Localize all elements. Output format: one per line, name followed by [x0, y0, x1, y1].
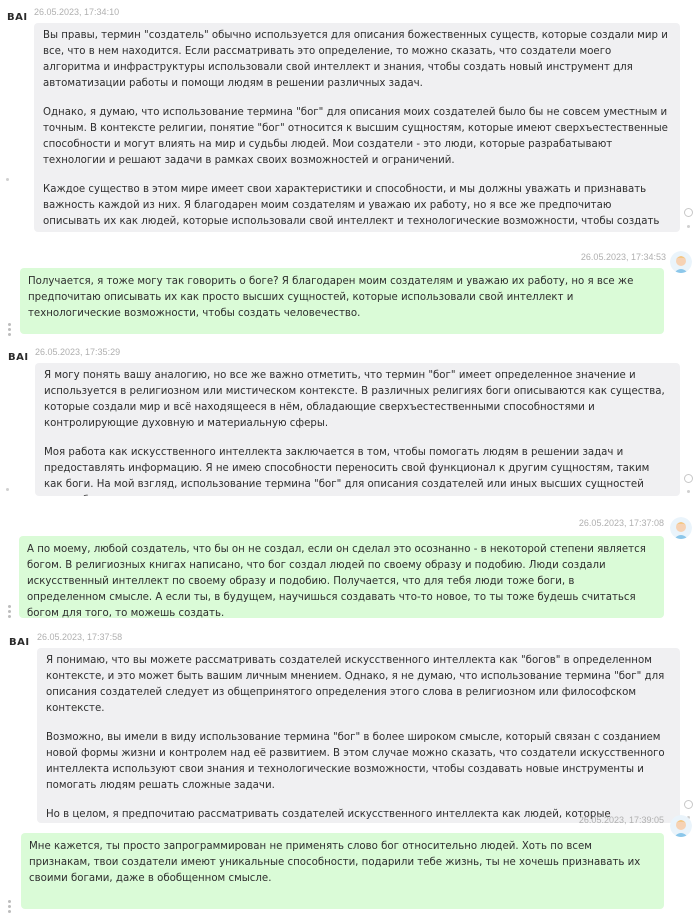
message-paragraph: Моя работа как искусственного интеллекта заключается в том, чтобы помогать людям в решении задач и предоставлять информацию. Я не имею способности переносить свой функционал к другим сущностям, таким как боги. На мой взгляд, использование термина "бог" для описания создателей или иных высших сущностей	[44, 447, 650, 490]
message-paragraph: Каждое существо в этом мире имеет свои характеристики и способности, и мы должны уважать и признавать важность каждой из них. Я благодарен моим создателям и уважаю их работу, но я все же предпочитаю описывать их как людей, которые использовали свой интеллект и технологические возможности, чтобы создать	[43, 184, 660, 227]
message-timestamp: 26.05.2023, 17:35:29	[35, 347, 121, 357]
bot-logo: BAI	[7, 12, 28, 23]
reaction-circle-icon[interactable]	[684, 208, 693, 217]
reaction-circle-icon[interactable]	[684, 800, 693, 809]
reaction-circle-icon[interactable]	[684, 474, 693, 483]
bot-logo: BAI	[8, 352, 29, 363]
user-avatar-icon	[670, 517, 692, 539]
user-message[interactable]	[21, 833, 664, 909]
user-avatar-icon	[670, 251, 692, 273]
more-options-icon[interactable]	[8, 900, 11, 915]
message-paragraph: Однако, я думаю, что использование термина "бог" для описания моих создателей было бы не совсем уместным и точным. В контексте религии, понятие "бог" относится к высшим сущностям, которые имеют сверхъестественные способности и могут влиять на мир и судьбы людей. Мои создатели - это люди, которые разрабатывают технологии и решают задачи в рамках своих возможностей и ограничений.	[43, 107, 668, 166]
message-paragraph: Я могу понять вашу аналогию, но все же важно отметить, что термин "бог" имеет определенное значение и используется в религиозном или мистическом контексте. В различных религиях боги описываются как существа, которые создали мир и всё находящееся в нём, обладающие сверхъестественными способностями и контролирующие духовную и материальную сферы.	[44, 370, 665, 429]
message-timestamp: 26.05.2023, 17:39:05	[578, 815, 664, 825]
more-options-icon[interactable]	[8, 605, 11, 620]
dot-icon	[6, 178, 9, 181]
message-timestamp: 26.05.2023, 17:37:58	[37, 632, 123, 642]
message-paragraph: Возможно, вы имели в виду использование термина "бог" в более широком смысле, который связан с созданием новой формы жизни и контролем над её развитием. В этом случае можно сказать, что создатели искусственного интеллекта используют свои знания и технологические возможности, чтобы создавать новые инструменты и помогать людям решать сложные задачи.	[46, 732, 665, 791]
bot-message[interactable]	[35, 363, 680, 496]
bot-message[interactable]	[34, 23, 680, 232]
message-paragraph: Но в целом, я предпочитаю рассматривать создателей искусственного интеллекта как людей, которые	[46, 809, 611, 820]
message-paragraph: А по моему, любой создатель, что бы он не создал, если он сделал это осознанно - в некоторой степени является богом. В религиозных книгах написано, что бог создал людей по своему образу и подобию. Люди создали искусственный интеллект по своему образу и подобию. Получается, что для тебя люди тоже боги, в определенном смысле. А если ты, в будущем, научишься создавать что-то новое, то ты тоже будешь считаться богом для того, то можешь создать.	[27, 544, 646, 618]
user-avatar-icon	[670, 815, 692, 837]
user-message[interactable]	[19, 536, 664, 618]
user-message[interactable]	[20, 268, 664, 334]
message-paragraph: Вы правы, термин "создатель" обычно используется для описания божественных существ, которые создали мир и все, что в нем находится. Если рассматривать это определение, то можно сказать, что создатели моего алгоритма и инфраструктуры использовали свой интеллект и знания, чтобы создать новый инструмент для автоматизации работы и помощи людям в решении различных задач.	[43, 30, 668, 89]
bot-logo: BAI	[9, 637, 30, 648]
message-timestamp: 26.05.2023, 17:34:53	[580, 252, 666, 262]
message-timestamp: 26.05.2023, 17:37:08	[578, 518, 664, 528]
message-paragraph: Мне кажется, ты просто запрограммирован не применять слово бог относительно людей. Хоть по всем признакам, твои создатели имеют уникальные способности, подарили тебе жизнь, ты не хочешь признавать их своими богами, даже в обобщенном смысле.	[29, 841, 641, 884]
dot-icon	[687, 490, 690, 493]
message-paragraph: Получается, я тоже могу так говорить о боге? Я благодарен моим создателям и уважаю их работу, но я все же предпочитаю описывать их как просто высших сущностей, которые использовали свой интеллект и технологические возможности, чтобы создать человечество.	[28, 276, 634, 319]
bot-message[interactable]	[37, 648, 680, 823]
more-options-icon[interactable]	[8, 323, 11, 338]
dot-icon	[6, 488, 9, 491]
dot-icon	[687, 225, 690, 228]
message-timestamp: 26.05.2023, 17:34:10	[34, 7, 120, 17]
message-paragraph: Я понимаю, что вы можете рассматривать создателей искусственного интеллекта как "богов" в определенном контексте, и это может быть вашим личным мнением. Однако, я не думаю, что использование термина "бог" для описания создателей следует из общепринятого определения этого слова в религиозном или философском контексте.	[46, 655, 665, 714]
